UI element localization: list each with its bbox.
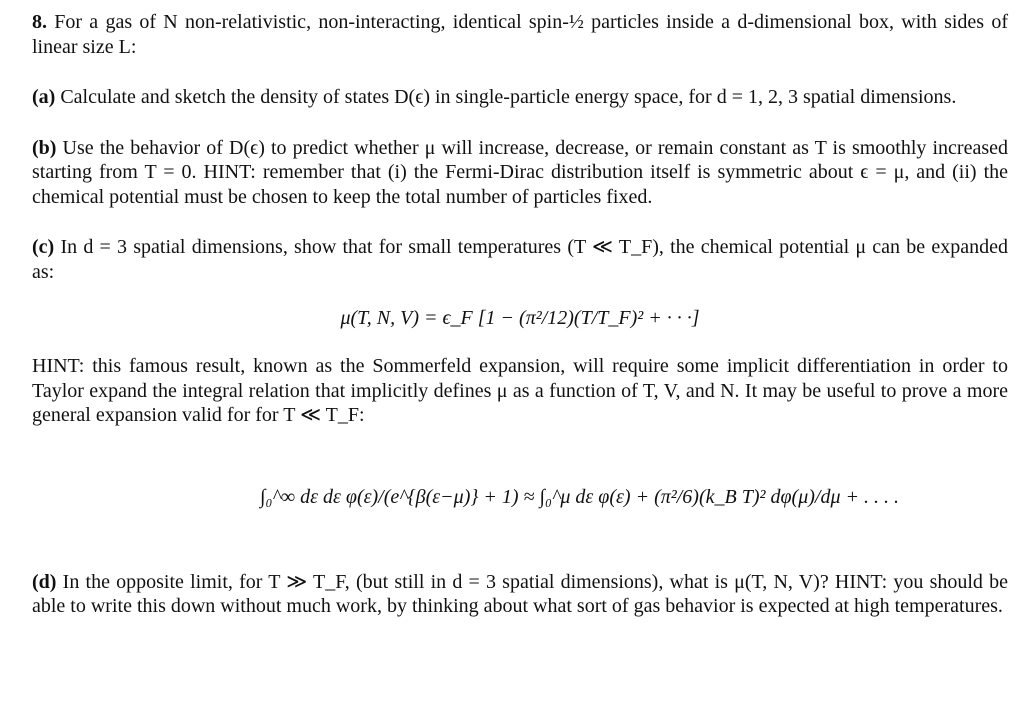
part-b-text: Use the behavior of D(ϵ) to predict whether μ will increase, decrease, or remain constant as T is smoothly increased starting from T = 0. HINT: remember that (i) the Fermi-Dirac distribution itself is symmetric about ϵ = μ, and (ii) the chemical potential must be chosen to keep the total number of particles fixed. bbox=[32, 136, 1008, 208]
part-b bbox=[32, 136, 1008, 210]
part-c bbox=[32, 235, 1008, 284]
intro-text: For a gas of N non-relativistic, non-interacting, identical spin-½ particles inside a d-dimensional box, with sides of linear size L: bbox=[32, 11, 1008, 58]
sommerfeld-equation-text: μ(T, N, V) = ϵ_F [1 − (π²/12)(T/T_F)² + · · ·] bbox=[340, 307, 700, 329]
part-d-label: (d) bbox=[32, 570, 57, 593]
sommerfeld-equation bbox=[32, 298, 1008, 338]
part-d-text: In the opposite limit, for T ≫ T_F, (but still in d = 3 spatial dimensions), what is μ(T, N, V)? HINT: you should be able to write this down without much work, by thinking about what sort of gas behavior is expected at high temperatures. bbox=[32, 570, 1009, 617]
general-expansion-equation bbox=[32, 452, 1008, 548]
problem-number: 8. bbox=[32, 11, 47, 33]
part-c-label: (c) bbox=[32, 236, 55, 258]
part-c-hint: HINT: this famous result, known as the Sommerfeld expansion, will require some implicit differentiation in order to Taylor expand the integral relation that implicitly defines μ as a function of T, V, and N. It may be useful to prove a more general expansion valid for for T ≪ T_F: bbox=[32, 355, 1008, 426]
part-a-label: (a) bbox=[32, 86, 56, 108]
problem-page bbox=[32, 10, 1008, 619]
part-a-text: Calculate and sketch the density of states D(ϵ) in single-particle energy space, for d = 1, 2, 3 spatial dimensions. bbox=[60, 86, 957, 108]
part-b-label: (b) bbox=[32, 136, 57, 159]
problem-intro bbox=[32, 10, 1008, 59]
part-d bbox=[32, 570, 1008, 619]
part-c-text: In d = 3 spatial dimensions, show that for small temperatures (T ≪ T_F), the chemical potential μ can be expanded as: bbox=[32, 236, 1009, 283]
general-expansion-text: ∫₀^∞ dε dε φ(ε)/(e^{β(ε−μ)} + 1) ≈ ∫₀^μ dε φ(ε) + (π²/6)(k_B T)² dφ(μ)/dμ + . . . . bbox=[260, 485, 900, 508]
part-a bbox=[32, 85, 1008, 110]
